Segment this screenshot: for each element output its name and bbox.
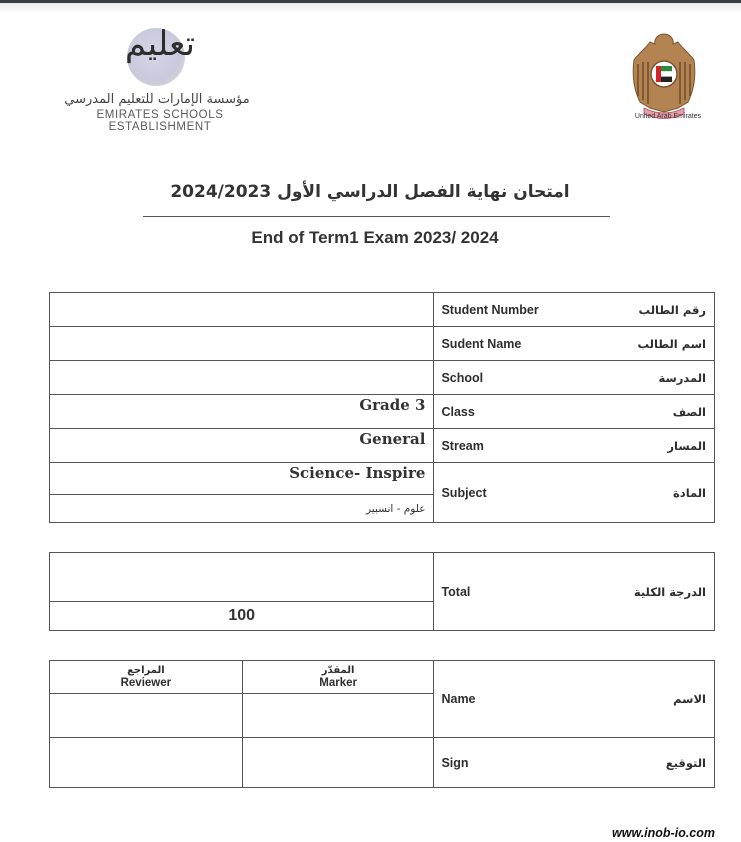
school-label [434,361,715,395]
label-en: Name [441,692,476,706]
table-row [50,395,715,429]
total-score-field[interactable] [50,553,434,602]
label-ar: المادة [673,485,706,500]
table-row [50,553,715,602]
reviewer-name-field[interactable] [50,694,243,738]
label-en: Subject [441,485,487,500]
watermark-link[interactable]: www.inob-io.com [612,826,716,840]
marker-name-field[interactable] [242,694,434,738]
label-en: Student Number [441,302,539,317]
student-number-label [434,293,715,327]
exam-title-english: End of Term1 Exam 2023/ 2024 [251,228,499,247]
student-number-field[interactable] [50,293,434,327]
stream-label [434,429,715,463]
label-en: Total [441,584,471,599]
total-table [49,552,715,631]
subject-value: Science- Inspire [50,463,434,495]
school-field[interactable] [50,361,434,395]
title-divider [143,216,610,217]
label-ar: المسار [667,438,706,453]
uae-caption: United Arab Emirates [634,113,702,120]
table-row [50,463,715,495]
exam-title-arabic: امتحان نهاية الفصل الدراسي الأول 2024/2023 [170,182,570,202]
signature-table [49,660,715,788]
ese-english-name: EMIRATES SCHOOLS ESTABLISHMENT [96,109,224,133]
reviewer-header-ar: المراجع [127,665,165,676]
label-en: School [441,370,484,385]
ese-arabic-name: مؤسسة الإمارات للتعليم المدرسي [64,92,250,107]
label-en: Class [441,404,475,419]
marker-header-en: Marker [319,677,357,689]
table-row [50,293,715,327]
table-row [50,661,715,694]
uae-emblem-icon [630,30,698,125]
subject-label [434,463,715,523]
student-info-table [49,292,715,523]
total-label [434,553,715,631]
label-ar: الصف [672,404,706,419]
name-label [434,661,715,738]
reviewer-header-en: Reviewer [120,677,172,689]
subject-value-arabic: علوم - انسبير [50,495,434,523]
stream-value: General [50,429,434,463]
marker-header [242,661,434,694]
label-ar: الدرجة الكلية [633,584,706,599]
class-value: Grade 3 [50,395,434,429]
label-ar: التوقيع [665,755,706,770]
total-max-value: 100 [50,602,434,631]
reviewer-sign-field[interactable] [50,738,243,788]
label-ar: رقم الطالب [638,302,706,317]
marker-header-ar: المقدّر [321,665,355,676]
top-shade [0,3,741,13]
marker-sign-field[interactable] [242,738,434,788]
table-row [50,327,715,361]
table-row [50,429,715,463]
label-ar: المدرسة [658,370,706,385]
reviewer-header [50,661,243,694]
label-ar: اسم الطالب [637,336,706,351]
table-row [50,738,715,788]
ese-logo [55,22,265,133]
class-label [434,395,715,429]
ese-logo-word: تعليم [124,24,195,64]
label-en: Sudent Name [441,336,522,351]
label-ar: الاسم [673,692,706,706]
table-row [50,361,715,395]
student-name-field[interactable] [50,327,434,361]
student-name-label [434,327,715,361]
sign-label [434,738,715,788]
label-en: Sign [441,755,469,770]
label-en: Stream [441,438,484,453]
